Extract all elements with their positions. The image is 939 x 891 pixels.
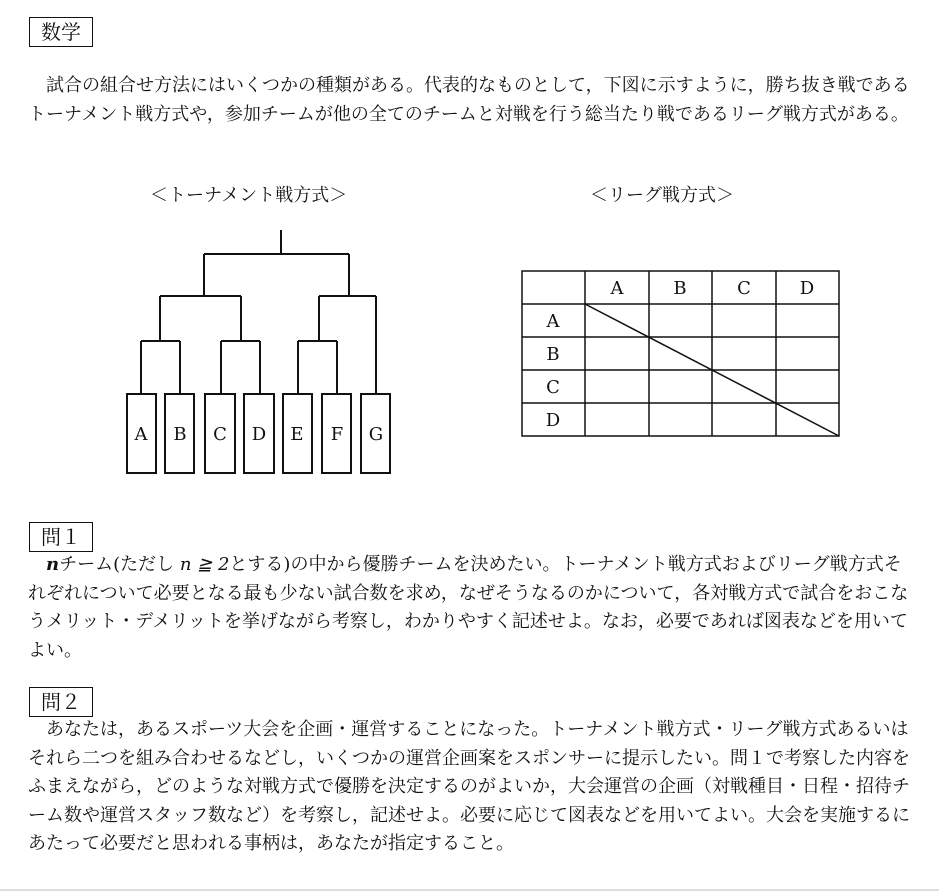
q1-text: [28, 551, 918, 665]
col-header: D: [799, 278, 815, 299]
col-header: B: [673, 278, 687, 299]
tournament-caption: ＜トーナメント戦方式＞: [150, 185, 348, 206]
q2-text: あなたは，あるスポーツ大会を企画・運営することになった。トーナメント戦方式・リーグ戦方式あるいはそれら二つを組み合わせるなどし，いくつかの運営企画案をスポンサーに提示したい。問１で考察した内容をふまえながら，どのような対戦方式で優勝を決定するのがよいか，大会運営の企画（対戦種目・日程・招待チーム数や運営スタッフ数など）を考察し，記述せよ。必要に応じて図表などを用いてよい。大会を実施するにあたって必要だと思われる事柄は，あなたが指定すること。: [28, 719, 910, 854]
team-label: D: [251, 424, 267, 445]
row-header: D: [545, 410, 561, 431]
col-header: A: [610, 278, 624, 299]
q1-var: n: [46, 554, 60, 575]
row-header: B: [546, 344, 560, 365]
team-label: C: [213, 424, 227, 445]
team-label: B: [173, 424, 187, 445]
team-label: G: [368, 424, 384, 445]
q1-text-b: とする)の中から優勝チームを決めたい。トーナメント戦方式およびリーグ戦方式それぞれについて必要となる最も少ない試合数を求め，なぜそうなるのかについて，各対戦方式で試合をおこなうメリット・デメリットを挙げながら考察し，わかりやすく記述せよ。なお，必要であれば図表などを用いてよい。: [28, 554, 909, 661]
subject-label: 数学: [29, 17, 93, 47]
q1-text-a: チーム(ただし: [59, 554, 180, 575]
team-label: F: [330, 424, 344, 445]
q1-label: 問１: [29, 522, 93, 552]
team-label: A: [134, 424, 148, 445]
col-header: C: [737, 278, 751, 299]
q1-condition: n ≧ 2: [179, 554, 230, 575]
row-header: A: [546, 311, 560, 332]
q2-label: 問２: [29, 687, 93, 717]
league-caption: ＜リーグ戦方式＞: [590, 185, 734, 206]
team-label: E: [290, 424, 304, 445]
intro-paragraph: 試合の組合せ方法にはいくつかの種類がある。代表的なものとして，下図に示すように，勝ち抜き戦であるトーナメント戦方式や，参加チームが他の全てのチームと対戦を行う総当たり戦であるリーグ戦方式がある。: [28, 75, 910, 125]
row-header: C: [546, 377, 560, 398]
